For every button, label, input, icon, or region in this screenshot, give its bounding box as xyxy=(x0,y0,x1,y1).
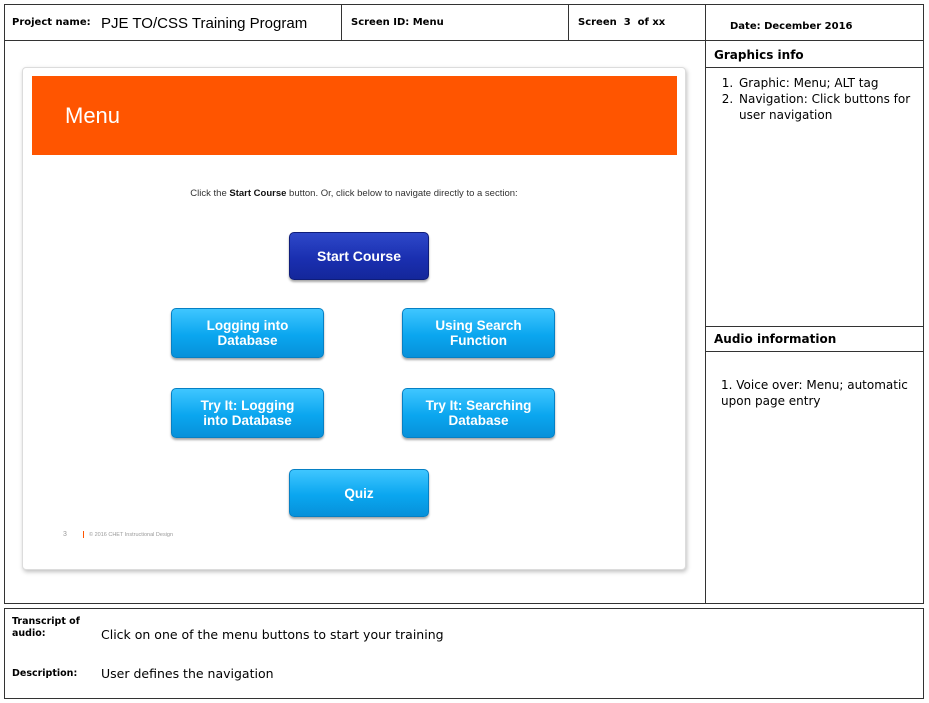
right-panel xyxy=(705,40,924,604)
audio-top-divider xyxy=(705,326,924,327)
slide-page-number: 3 xyxy=(63,531,67,538)
audio-info-text: 1. Voice over: Menu; automatic upon page entry xyxy=(721,378,908,408)
graphics-info-item: 2. Navigation: Click buttons for user navigation xyxy=(737,91,919,123)
transcript-text: Click on one of the menu buttons to start your training xyxy=(101,627,444,642)
graphics-info-list xyxy=(713,75,919,123)
footer-copyright: © 2016 CHET Instructional Design xyxy=(89,532,174,538)
instruction-suffix: button. Or, click below to navigate directly to a section: xyxy=(286,188,518,199)
project-label: Project name: xyxy=(12,17,91,28)
using-search-function-button[interactable]: Using Search Function xyxy=(402,308,555,358)
try-it-logging-button[interactable]: Try It: Logging into Database xyxy=(171,388,324,438)
transcript-box xyxy=(4,608,924,699)
date: Date: December 2016 xyxy=(730,21,853,32)
audio-info-title: Audio information xyxy=(714,332,837,346)
instruction-prefix: Click the xyxy=(190,188,230,199)
project-name: PJE TO/CSS Training Program xyxy=(101,15,308,32)
instruction-bold: Start Course xyxy=(229,188,287,199)
graphics-info-item: 1. Graphic: Menu; ALT tag xyxy=(737,75,919,91)
footer-divider xyxy=(83,531,84,538)
try-it-searching-button[interactable]: Try It: Searching Database xyxy=(402,388,555,438)
logging-into-database-button[interactable]: Logging into Database xyxy=(171,308,324,358)
screen-id: Screen ID: Menu xyxy=(351,17,444,28)
quiz-button[interactable]: Quiz xyxy=(289,469,429,517)
instruction-text xyxy=(23,188,685,199)
title-banner xyxy=(32,76,677,155)
graphics-info-title: Graphics info xyxy=(714,48,804,62)
screen-count: Screen 3 of xx xyxy=(578,17,666,28)
graphics-divider xyxy=(705,67,924,68)
transcript-label: Transcript of audio: xyxy=(12,616,80,639)
description-label: Description: xyxy=(12,668,78,679)
description-text: User defines the navigation xyxy=(101,666,274,681)
start-course-button[interactable]: Start Course xyxy=(289,232,429,280)
slide-title: Menu xyxy=(65,103,121,128)
audio-divider xyxy=(705,351,924,352)
slide-preview xyxy=(22,67,686,570)
